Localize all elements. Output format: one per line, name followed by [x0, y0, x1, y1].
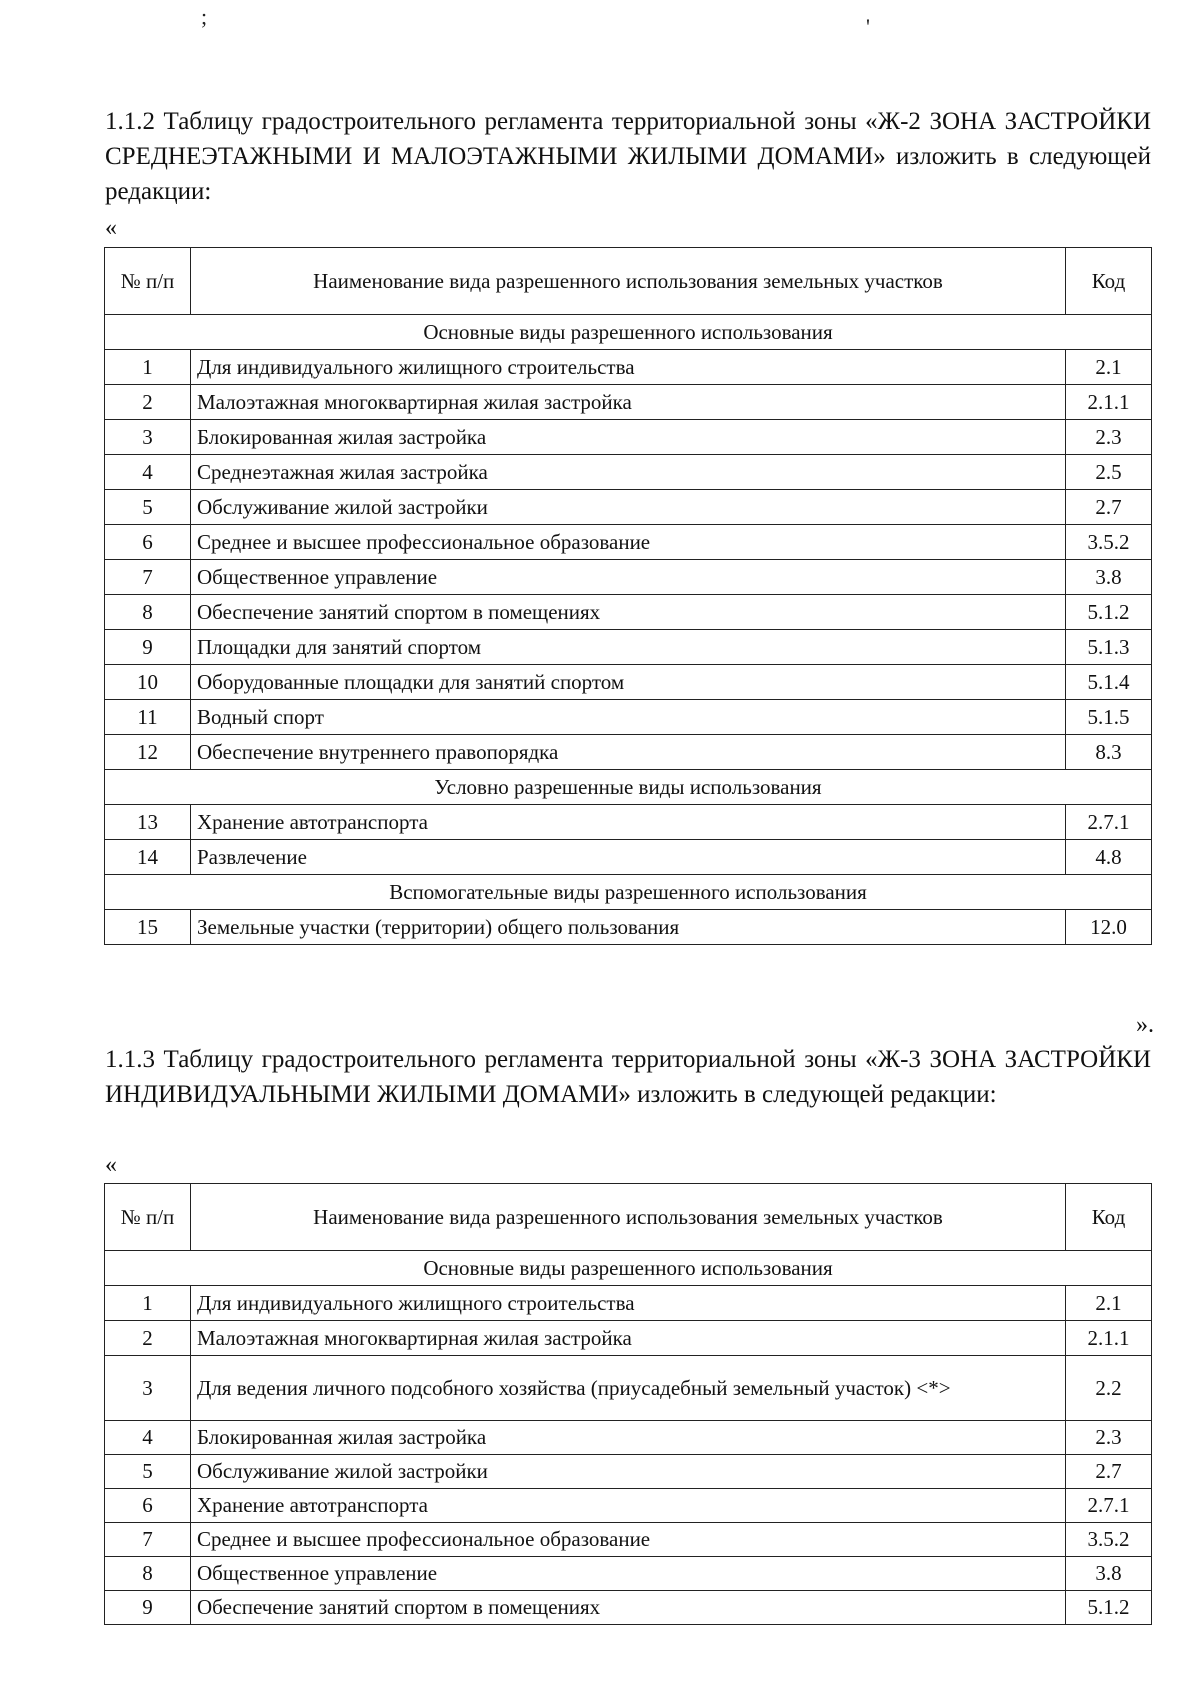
table-row	[105, 490, 1152, 525]
row-name: Для индивидуального жилищного строительства	[191, 1286, 1066, 1321]
row-num: 2	[105, 1321, 191, 1356]
row-num: 10	[105, 665, 191, 700]
row-name: Среднеэтажная жилая застройка	[191, 455, 1066, 490]
row-code: 2.1.1	[1066, 1321, 1152, 1356]
row-code: 5.1.2	[1066, 595, 1152, 630]
table-row	[105, 805, 1152, 840]
header-code: Код	[1066, 248, 1152, 315]
table-row	[105, 1421, 1152, 1455]
table-row	[105, 560, 1152, 595]
table-row	[105, 1356, 1152, 1421]
table-row	[105, 1523, 1152, 1557]
group-row-conditional	[105, 770, 1152, 805]
header-name: Наименование вида разрешенного использования земельных участков	[191, 248, 1066, 315]
table-row	[105, 840, 1152, 875]
header-num: № п/п	[105, 248, 191, 315]
row-code: 5.1.2	[1066, 1591, 1152, 1625]
row-num: 7	[105, 560, 191, 595]
scan-mark: '	[866, 14, 870, 39]
section1-intro: 1.1.2 Таблицу градостроительного регламента территориальной зоны «Ж-2 ЗОНА ЗАСТРОЙКИ СРЕДНЕЭТАЖНЫМИ И МАЛОЭТАЖНЫМИ ЖИЛЫМИ ДОМАМИ» изложить в следующей редакции:	[105, 108, 1151, 205]
row-code: 2.3	[1066, 1421, 1152, 1455]
row-name: Общественное управление	[191, 1557, 1066, 1591]
row-num: 1	[105, 1286, 191, 1321]
group-row-auxiliary	[105, 875, 1152, 910]
table-row	[105, 1286, 1152, 1321]
table-row	[105, 350, 1152, 385]
row-code: 3.8	[1066, 1557, 1152, 1591]
table-row	[105, 385, 1152, 420]
row-code: 2.7	[1066, 490, 1152, 525]
row-num: 9	[105, 630, 191, 665]
row-num: 5	[105, 1455, 191, 1489]
row-code: 12.0	[1066, 910, 1152, 945]
row-num: 4	[105, 455, 191, 490]
row-code: 2.3	[1066, 420, 1152, 455]
row-num: 11	[105, 700, 191, 735]
row-num: 15	[105, 910, 191, 945]
scan-mark: ;	[201, 4, 208, 29]
row-name: Малоэтажная многоквартирная жилая застройка	[191, 1321, 1066, 1356]
group-row-main	[105, 315, 1152, 350]
row-num: 3	[105, 1356, 191, 1421]
row-num: 3	[105, 420, 191, 455]
row-code: 2.1	[1066, 1286, 1152, 1321]
row-num: 4	[105, 1421, 191, 1455]
row-num: 6	[105, 1489, 191, 1523]
row-name: Общественное управление	[191, 560, 1066, 595]
group-label: Условно разрешенные виды использования	[105, 770, 1152, 805]
row-num: 2	[105, 385, 191, 420]
row-num: 9	[105, 1591, 191, 1625]
row-num: 8	[105, 595, 191, 630]
section2-intro: 1.1.3 Таблицу градостроительного регламента территориальной зоны «Ж-3 ЗОНА ЗАСТРОЙКИ ИНДИВИДУАЛЬНЫМИ ЖИЛЫМИ ДОМАМИ» изложить в следующей редакции:	[105, 1046, 1151, 1108]
table-row	[105, 455, 1152, 490]
row-name: Оборудованные площадки для занятий спортом	[191, 665, 1066, 700]
row-name: Обслуживание жилой застройки	[191, 1455, 1066, 1489]
row-name: Земельные участки (территории) общего пользования	[191, 910, 1066, 945]
table-row	[105, 700, 1152, 735]
row-code: 2.1	[1066, 350, 1152, 385]
section2-open-quote: «	[105, 1152, 117, 1178]
table-row	[105, 525, 1152, 560]
row-num: 8	[105, 1557, 191, 1591]
row-name: Для индивидуального жилищного строительства	[191, 350, 1066, 385]
row-name: Среднее и высшее профессиональное образование	[191, 1523, 1066, 1557]
row-name: Обеспечение занятий спортом в помещениях	[191, 1591, 1066, 1625]
row-num: 14	[105, 840, 191, 875]
header-num: № п/п	[105, 1184, 191, 1251]
table-row	[105, 630, 1152, 665]
row-name: Площадки для занятий спортом	[191, 630, 1066, 665]
table-row	[105, 1455, 1152, 1489]
row-name: Хранение автотранспорта	[191, 1489, 1066, 1523]
group-label: Вспомогательные виды разрешенного использования	[105, 875, 1152, 910]
row-num: 7	[105, 1523, 191, 1557]
group-row-main	[105, 1251, 1152, 1286]
row-code: 2.2	[1066, 1356, 1152, 1421]
table-row	[105, 910, 1152, 945]
header-code: Код	[1066, 1184, 1152, 1251]
row-code: 2.1.1	[1066, 385, 1152, 420]
table-row	[105, 665, 1152, 700]
table-row	[105, 1489, 1152, 1523]
row-code: 3.5.2	[1066, 1523, 1152, 1557]
row-code: 2.5	[1066, 455, 1152, 490]
row-name: Блокированная жилая застройка	[191, 420, 1066, 455]
header-name: Наименование вида разрешенного использования земельных участков	[191, 1184, 1066, 1251]
row-num: 13	[105, 805, 191, 840]
row-name: Водный спорт	[191, 700, 1066, 735]
table-header-row	[105, 248, 1152, 315]
row-code: 5.1.5	[1066, 700, 1152, 735]
table-row	[105, 1321, 1152, 1356]
table-row	[105, 420, 1152, 455]
row-name: Обслуживание жилой застройки	[191, 490, 1066, 525]
row-name: Обеспечение занятий спортом в помещениях	[191, 595, 1066, 630]
row-code: 4.8	[1066, 840, 1152, 875]
group-label: Основные виды разрешенного использования	[105, 1251, 1152, 1286]
row-code: 2.7	[1066, 1455, 1152, 1489]
row-code: 2.7.1	[1066, 1489, 1152, 1523]
row-num: 1	[105, 350, 191, 385]
section1-close-quote: ».	[1136, 1012, 1154, 1038]
row-name: Для ведения личного подсобного хозяйства (приусадебный земельный участок) <*>	[191, 1356, 1066, 1421]
row-name: Хранение автотранспорта	[191, 805, 1066, 840]
row-name: Блокированная жилая застройка	[191, 1421, 1066, 1455]
section1-open-quote: «	[105, 215, 117, 241]
row-num: 5	[105, 490, 191, 525]
table-row	[105, 595, 1152, 630]
row-code: 5.1.3	[1066, 630, 1152, 665]
group-label: Основные виды разрешенного использования	[105, 315, 1152, 350]
row-name: Развлечение	[191, 840, 1066, 875]
row-name: Обеспечение внутреннего правопорядка	[191, 735, 1066, 770]
row-name: Среднее и высшее профессиональное образование	[191, 525, 1066, 560]
row-name: Малоэтажная многоквартирная жилая застройка	[191, 385, 1066, 420]
row-num: 6	[105, 525, 191, 560]
row-code: 5.1.4	[1066, 665, 1152, 700]
row-code: 8.3	[1066, 735, 1152, 770]
row-code: 3.5.2	[1066, 525, 1152, 560]
row-num: 12	[105, 735, 191, 770]
table-row	[105, 735, 1152, 770]
table-row	[105, 1591, 1152, 1625]
table-row	[105, 1557, 1152, 1591]
zone-zh3-table	[104, 1183, 1152, 1625]
zone-zh2-table	[104, 247, 1152, 945]
table-header-row	[105, 1184, 1152, 1251]
row-code: 3.8	[1066, 560, 1152, 595]
row-code: 2.7.1	[1066, 805, 1152, 840]
